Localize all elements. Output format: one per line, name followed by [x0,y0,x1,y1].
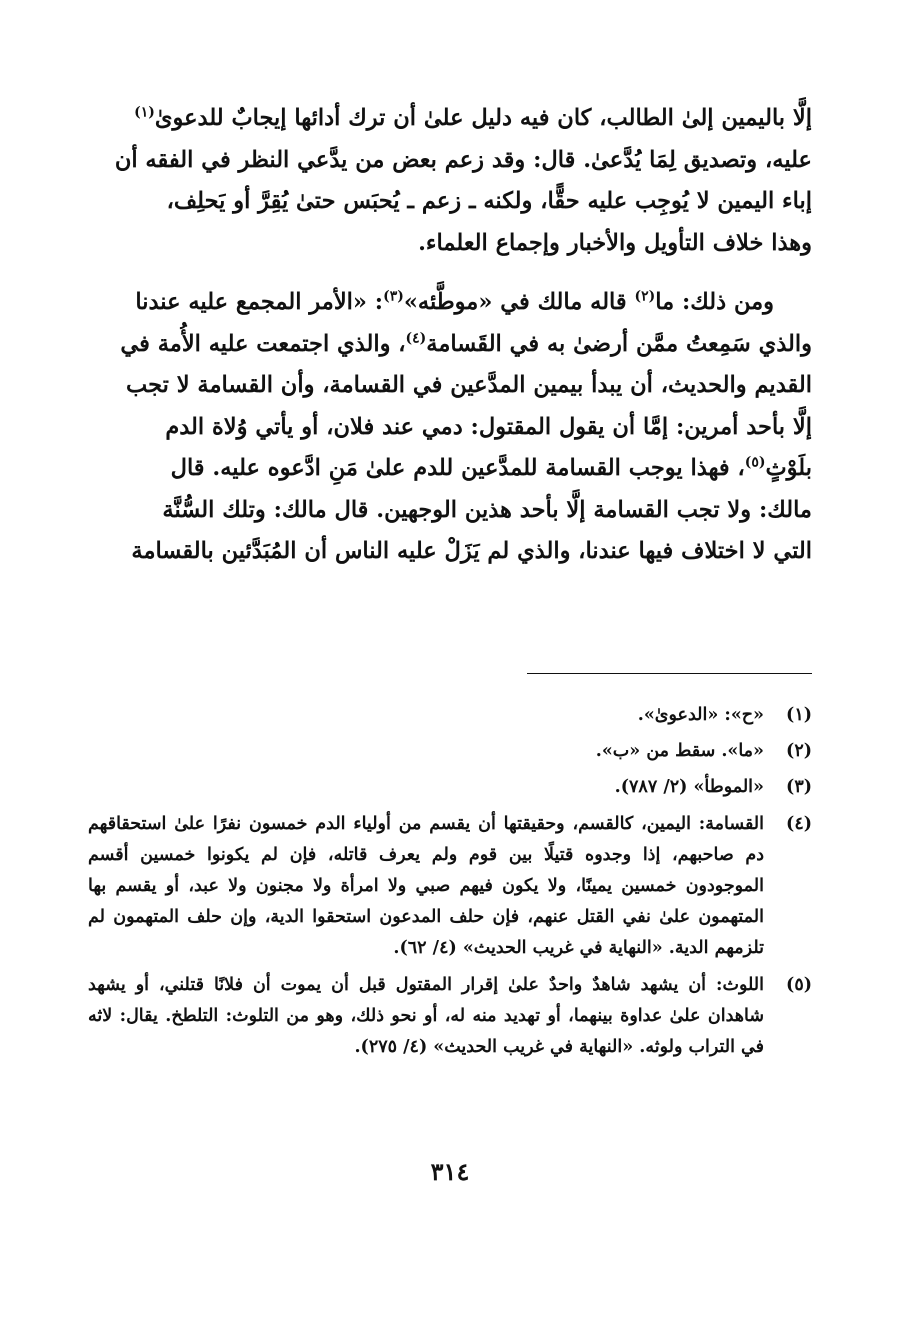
footnote-number: (١) [786,705,812,725]
footnote-text: القسامة: اليمين، كالقسم، وحقيقتها أن يقسم من أولياء الدم خمسون نفرًا علىٰ استحقاقهم دم صاحبهم، إذا وجدوه قتيلًا بين قوم ولم يعرف قاتله، فإن لم يكونوا خمسين أقسم الموجودون خمسين يمينًا، ولا يكون فيهم صبي ولا امرأة ولا مجنون ولا عبد، أو يقسم بها المتهمون علىٰ نفي القتل عنهم، فإن حلف المدعون استحقوا الدية، وإن حلف المتهمون لم تلزمهم الدية. «النهاية في غريب الحديث» (٤/ ٦٢). [88,813,764,959]
footnote-text: «ح»: «الدعوىٰ». [637,705,764,725]
footnotes [88,700,812,1068]
text-line: وهذا خلاف التأويل والأخبار وإجماع العلماء. [418,229,812,256]
text-segment: إلَّا باليمين إلىٰ الطالب، كان فيه دليل علىٰ أن ترك أدائها إيجابٌ للدعوىٰ [154,105,812,131]
footnote-number: (٤) [786,813,812,834]
footnote-divider [527,673,812,674]
text-line [88,324,812,366]
footnote-number: (٥) [786,974,812,995]
footnote-ref-4: (٤) [405,330,427,346]
footnote-5 [88,970,812,1064]
text-segment: بلَوْثٍ [765,455,812,481]
footnote-ref-3: (٣) [383,288,404,305]
text-line: إلَّا بأحد أمرين: إمَّا أن يقول المقتول: دمي عند فلان، أو يأتي وُلاة الدم [165,413,812,440]
main-text [88,98,812,573]
text-segment: ، والذي اجتمعت عليه الأُمة في [120,330,406,357]
text-line: القديم والحديث، أن يبدأ بيمين المدَّعين في القسامة، وأن القسامة لا تجب [126,372,812,398]
text-line [88,98,812,140]
text-segment: ، فهذا يوجب القسامة للمدَّعين للدم علىٰ مَنِ ادَّعوه عليه. قال [170,455,745,481]
text-line: مالك: ولا تجب القسامة إلَّا بأحد هذين الوجهين. قال مالك: وتلك السُّنَّة [162,496,812,523]
footnote-text: اللوث: أن يشهد شاهدٌ واحدٌ علىٰ إقرار المقتول قبل أن يموت أن فلانًا قتلني، أو يشهد شاهدان علىٰ عداوة بينهما، أو تهديد منه له، أو نحو ذلك، وهو من التلوث: التلطخ. يقال: لاثه في التراب ولوثه. «النهاية في غريب الحديث» (٤/ ٢٧٥). [88,974,764,1058]
paragraph-1 [88,98,812,264]
footnote-text: «الموطأ» (٢/ ٧٨٧). [614,777,764,798]
footnote-1 [88,700,812,731]
text-segment: والذي سَمِعتُ ممَّن أرضىٰ به في القَسامة [426,330,812,357]
text-line [88,448,812,490]
text-line: إباء اليمين لا يُوجِب عليه حقًّا، ولكنه ـ زعم ـ يُحبَس حتىٰ يُقِرَّ أو يَحلِف، [166,188,812,214]
text-line [88,282,812,324]
footnote-number: (٣) [786,777,812,798]
footnote-4 [88,809,812,965]
text-segment: : «الأمر المجمع عليه عندنا [135,289,384,315]
footnote-2 [88,736,812,767]
text-segment: ومن ذلك: ما [655,289,774,315]
text-segment: قاله مالك في «موطَّئه» [403,289,635,315]
footnote-3 [88,772,812,803]
text-line: التي لا اختلاف فيها عندنا، والذي لم يَزَلْ عليه الناس أن المُبَدَّئين بالقسامة [131,538,812,564]
text-line: عليه، وتصديق لِمَا يُدَّعىٰ. قال: وقد زعم بعض من يدَّعي النظر في الفقه أن [114,146,812,173]
footnote-ref-1: (١) [134,104,155,121]
paragraph-2 [88,282,812,573]
footnote-text: «ما». سقط من «ب». [595,741,764,762]
footnote-ref-5: (٥) [744,454,766,471]
footnote-ref-2: (٢) [634,288,656,305]
footnote-number: (٢) [786,741,812,762]
page-number: ٣١٤ [430,1157,470,1186]
